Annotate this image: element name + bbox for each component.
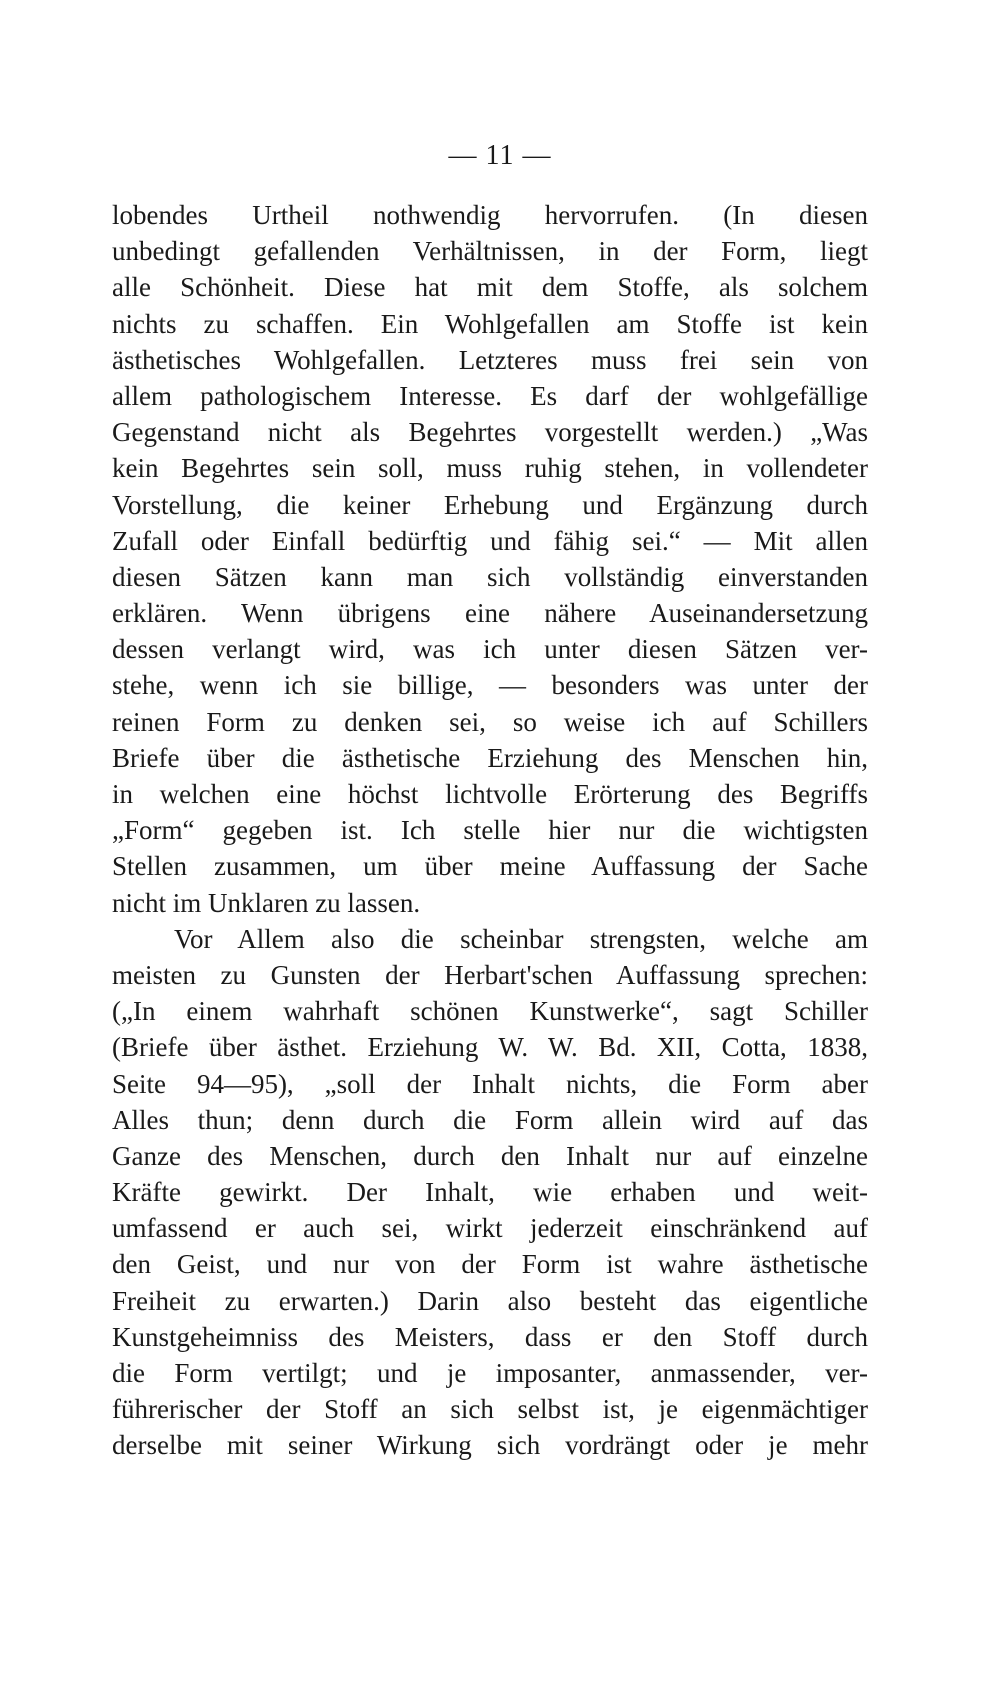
text-line: führerischer der Stoff an sich selbst ist, je eigenmächtiger bbox=[112, 1394, 868, 1425]
text-line: lobendes Urtheil nothwendig hervorrufen. (In diesen bbox=[112, 200, 868, 230]
text-line: Stellen zusammen, um über meine Auffassung der Sache bbox=[112, 851, 868, 882]
text-line: in welchen eine höchst lichtvolle Erörterung des Begriffs bbox=[112, 779, 868, 809]
body-text bbox=[112, 197, 868, 1464]
text-line: Vorstellung, die keiner Erhebung und Ergänzung durch bbox=[112, 489, 868, 520]
text-line: Alles thun; denn durch die Form allein wird auf das bbox=[112, 1104, 868, 1135]
text-line: die Form vertilgt; und je imposanter, anmassender, ver- bbox=[112, 1358, 868, 1388]
text-line: dessen verlangt wird, was ich unter diesen Sätzen ver- bbox=[112, 634, 868, 665]
text-line: ästhetisches Wohlgefallen. Letzteres muss frei sein von bbox=[112, 344, 868, 375]
text-line: Gegenstand nicht als Begehrtes vorgestellt werden.) „Was bbox=[112, 417, 868, 448]
text-line: stehe, wenn ich sie billige, — besonders was unter der bbox=[112, 670, 868, 701]
text-line: nicht im Unklaren zu lassen. bbox=[112, 887, 421, 918]
text-line: alle Schönheit. Diese hat mit dem Stoffe, als solchem bbox=[112, 272, 868, 303]
text-line: umfassend er auch sei, wirkt jederzeit einschränkend auf bbox=[112, 1213, 868, 1244]
text-line: Freiheit zu erwarten.) Darin also besteht das eigentliche bbox=[112, 1285, 868, 1316]
text-line: nichts zu schaffen. Ein Wohlgefallen am Stoffe ist kein bbox=[112, 308, 868, 339]
text-line: den Geist, und nur von der Form ist wahre ästhetische bbox=[112, 1249, 868, 1280]
text-line: meisten zu Gunsten der Herbart'schen Auffassung sprechen: bbox=[112, 959, 868, 990]
text-line: unbedingt gefallenden Verhältnissen, in der Form, liegt bbox=[112, 236, 868, 267]
text-line: derselbe mit seiner Wirkung sich vordrängt oder je mehr bbox=[112, 1430, 868, 1461]
text-line: Seite 94—95), „soll der Inhalt nichts, die Form aber bbox=[112, 1068, 868, 1099]
text-line: reinen Form zu denken sei, so weise ich auf Schillers bbox=[112, 706, 868, 737]
text-line: Ganze des Menschen, durch den Inhalt nur auf einzelne bbox=[112, 1140, 868, 1171]
text-line: allem pathologischem Interesse. Es darf der wohlgefällige bbox=[112, 380, 868, 411]
text-line: (Briefe über ästhet. Erziehung W. W. Bd. XII, Cotta, 1838, bbox=[112, 1032, 868, 1063]
text-line: Briefe über die ästhetische Erziehung des Menschen hin, bbox=[112, 742, 868, 773]
page-number: — 11 — bbox=[448, 140, 552, 171]
text-line: diesen Sätzen kann man sich vollständig einverstanden bbox=[112, 561, 868, 592]
text-line: „Form“ gegeben ist. Ich stelle hier nur die wichtigsten bbox=[112, 815, 868, 846]
text-line: kein Begehrtes sein soll, muss ruhig stehen, in vollendeter bbox=[112, 453, 868, 484]
text-line: Kräfte gewirkt. Der Inhalt, wie erhaben und weit- bbox=[112, 1177, 868, 1208]
text-line: Vor Allem also die scheinbar strengsten, welche am bbox=[174, 923, 868, 954]
text-line: Zufall oder Einfall bedürftig und fähig sei.“ — Mit allen bbox=[112, 525, 868, 556]
text-line: erklären. Wenn übrigens eine nähere Auseinandersetzung bbox=[112, 598, 868, 629]
text-line: Kunstgeheimniss des Meisters, dass er den Stoff durch bbox=[112, 1321, 868, 1352]
text-line: („In einem wahrhaft schönen Kunstwerke“, sagt Schiller bbox=[112, 996, 868, 1027]
